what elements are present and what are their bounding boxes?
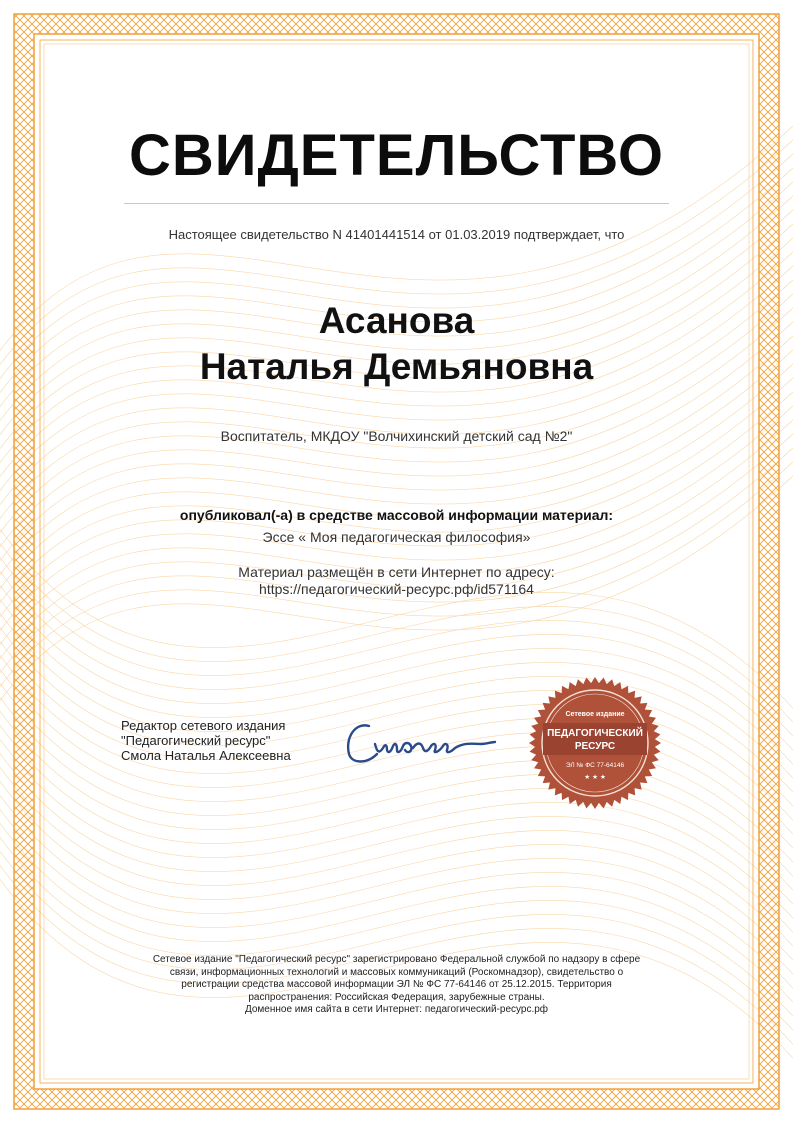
certificate-intro: Настоящее свидетельство N 41401441514 от 01.03.2019 подтверждает, что — [168, 227, 625, 242]
seal-top-text: Сетевое издание — [565, 711, 625, 718]
editor-signature — [341, 708, 501, 778]
footer-line-5: Доменное имя сайта в сети Интернет: педагогический-ресурс.рф — [244, 1004, 549, 1015]
seal-license: ЭЛ № ФС 77-64146 — [565, 762, 625, 769]
registration-footer — [108, 954, 685, 1017]
title-divider — [124, 203, 669, 204]
footer-line-1: Сетевое издание "Педагогический ресурс" зарегистрировано Федеральной службой по надзору в сфере — [152, 954, 641, 965]
recipient-given-names: Наталья Демьяновна — [199, 346, 594, 387]
material-url: https://педагогический-ресурс.рф/id571164 — [259, 581, 534, 597]
material-placement — [48, 564, 745, 598]
recipient-surname: Асанова — [318, 300, 475, 341]
editor-name: Смола Наталья Алексеевна — [121, 748, 291, 763]
footer-line-2: связи, информационных технологий и массовых коммуникаций (Роскомнадзор), свидетельство о — [169, 966, 624, 978]
publication-seal — [522, 670, 668, 816]
certificate-content — [48, 48, 745, 1075]
placement-label: Материал размещён в сети Интернет по адресу: — [238, 564, 555, 580]
recipient-position: Воспитатель, МКДОУ "Волчихинский детский сад №2" — [220, 428, 573, 444]
recipient-name — [48, 298, 745, 390]
published-label: опубликовал(-а) в средстве массовой информации материал: — [179, 507, 614, 523]
footer-line-3: регистрации средства массовой информации ЭЛ № ФС 77-64146 от 25.12.2015. Территория — [181, 979, 612, 990]
certificate-title: СВИДЕТЕЛЬСТВО — [129, 123, 664, 188]
footer-line-4: распространения: Российская Федерация, зарубежные страны. — [248, 991, 545, 1003]
material-title: Эссе « Моя педагогическая философия» — [262, 529, 531, 545]
seal-main-line1: ПЕДАГОГИЧЕСКИЙ — [547, 728, 643, 739]
editor-block — [121, 718, 341, 763]
editor-publication: "Педагогический ресурс" — [121, 733, 271, 748]
editor-title: Редактор сетевого издания — [121, 718, 286, 733]
seal-stars: ★ ★ ★ — [584, 773, 606, 781]
seal-main-line2: РЕСУРС — [574, 741, 616, 752]
